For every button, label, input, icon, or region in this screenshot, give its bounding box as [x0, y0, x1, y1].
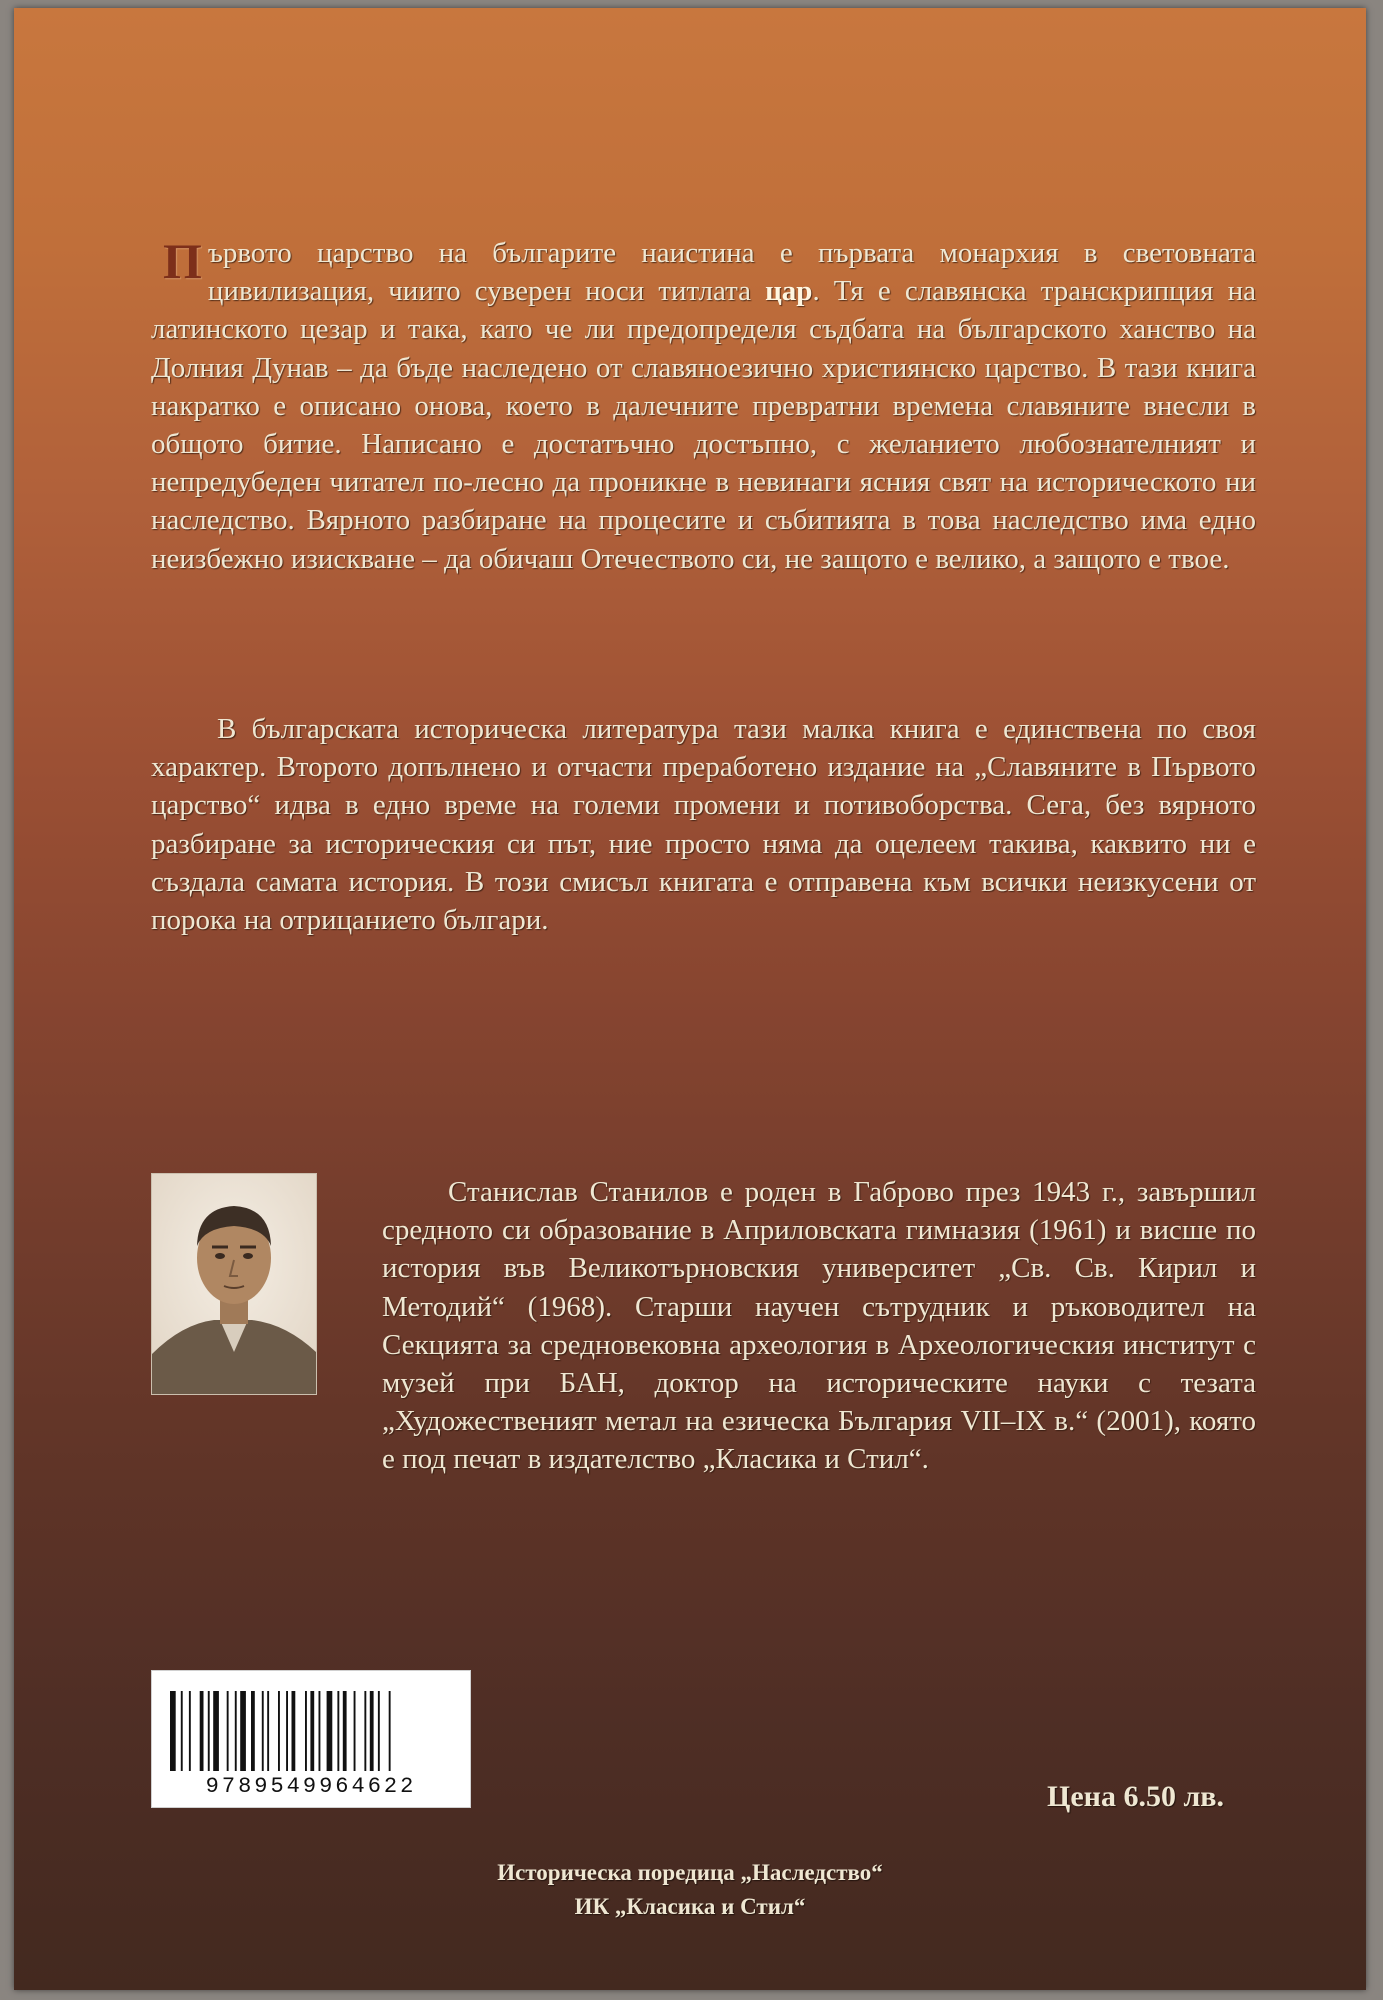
blurb-paragraph-2: В българската историческа литература тази малка книга е единствена по своя характер. Второто допълнено и отчасти преработено издание на „Славяните в Първото царство“ идва в едно време на големи промени и потивоборства. Сега, без вярното разбиране за историческия си път, ние просто няма да оцелеем такива, каквито ни е създала самата история. В този смисъл книгата е отправена към всички неизкусени от порока на отрицанието българи. [151, 713, 1256, 937]
publisher-footer [14, 1856, 1366, 1924]
blurb-text-b: . Тя е славянска транскрипция на латинското цезар и така, като че ли предопределя съдбата на българското ханство на Долния Дунав – да бъде наследено от славяноезично християнско царство. В тази книга накратко е описано онова, което в далечните превратни времена славяните внесли в общото битие. Написано е достатъчно достъпно, с желанието любознателният и непредубеден читател по-лесно да проникне в невинаги ясния свят на историческото ни наследство. Вярното разбиране на процесите и събитията в това наследство има едно неизбежно изискване – да обичаш Отечеството си, не защото е велико, а защото е твое. [151, 275, 1256, 575]
publisher-name: ИК „Класика и Стил“ [574, 1894, 806, 1919]
blurb-bold-word: цар [765, 275, 813, 308]
barcode-number: 9789549964622 [205, 1774, 417, 1799]
price-label: Цена 6.50 лв. [1047, 1780, 1224, 1813]
author-portrait-icon [152, 1174, 316, 1394]
isbn-barcode [151, 1670, 471, 1808]
author-bio-text: Станислав Станилов е роден в Габрово през 1943 г., завършил средното си образование в Априловската гимназия (1961) и висше по история във Великотърновския университет „Св. Св. Кирил и Методий“ (1968). Старши научен сътрудник и ръководител на Секцията за средновековна археология в Археологическия институт с музей при БАН, доктор на историческите науки с тезата „Художественият метал на езическа България VII–IX в.“ (2001), която е под печат в издателство „Класика и Стил“. [382, 1176, 1256, 1476]
drop-cap: П [163, 233, 202, 289]
author-bio [382, 1173, 1256, 1479]
blurb-paragraph-1 [151, 234, 1256, 694]
author-photo [151, 1173, 317, 1395]
cover-blurb [151, 234, 1256, 939]
barcode-bars-icon [170, 1691, 452, 1771]
blurb-text-a: ървото царство на българите наистина е първата монархия в световната цивилизация, чиито суверен носи титлата [207, 237, 1256, 308]
series-name: Историческа поредица „Наследство“ [497, 1860, 883, 1885]
book-back-cover [14, 8, 1366, 1990]
